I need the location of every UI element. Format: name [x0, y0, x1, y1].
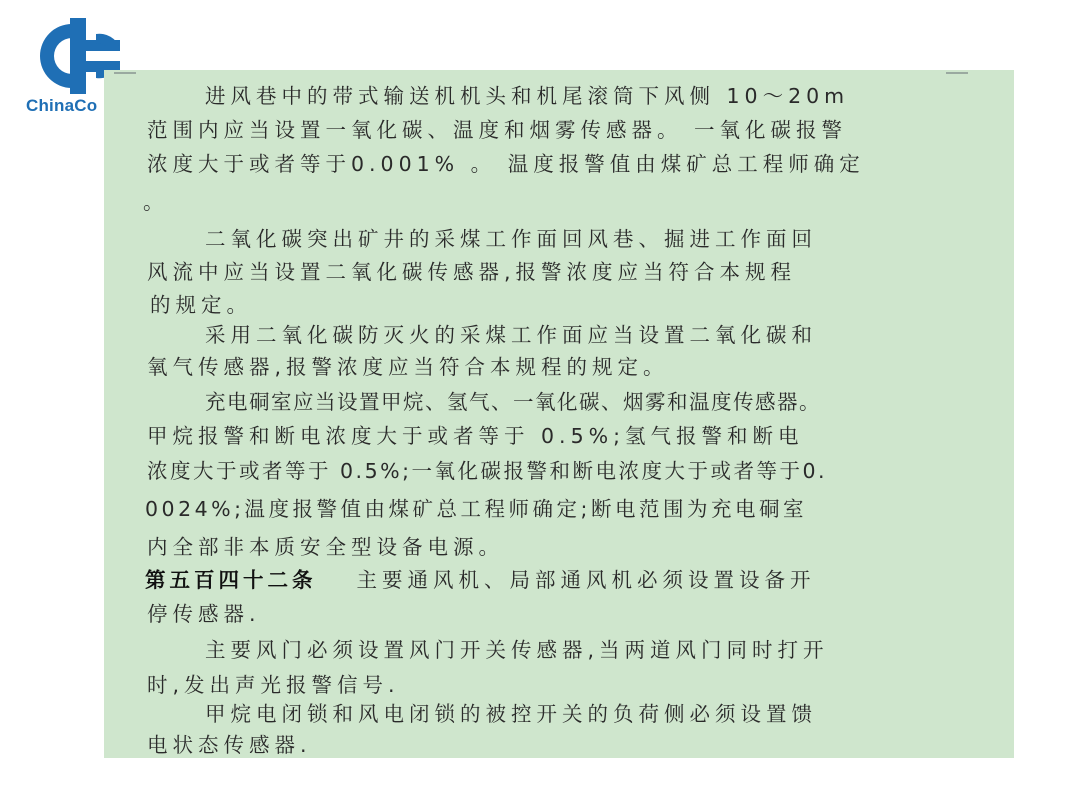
doc-line: 浓度大于或者等于 0.5%;一氧化碳报警和断电浓度大于或者等于0.	[147, 459, 828, 483]
doc-line: 。	[143, 190, 169, 214]
doc-line: 二氧化碳突出矿井的采煤工作面回风巷、掘进工作面回	[205, 227, 817, 251]
article-line	[145, 570, 816, 591]
article-number: 第五百四十二条	[145, 568, 317, 592]
article-text: 主要通风机、局部通风机必须设置设备开	[356, 568, 816, 592]
doc-line: 电状态传感器.	[147, 733, 312, 757]
doc-line: 主要风门必须设置风门开关传感器,当两道风门同时打开	[205, 638, 829, 662]
doc-line: 甲烷报警和断电浓度大于或者等于 0.5%;氢气报警和断电	[147, 424, 804, 448]
doc-line: 内全部非本质安全型设备电源。	[147, 535, 504, 559]
corner-mark-left	[114, 72, 136, 74]
doc-line: 甲烷电闭锁和风电闭锁的被控开关的负荷侧必须设置馈	[205, 702, 817, 726]
doc-line: 0024%;温度报警值由煤矿总工程师确定;断电范围为充电硐室	[145, 497, 807, 521]
doc-line: 的规定。	[150, 293, 252, 317]
doc-line: 时,发出声光报警信号.	[147, 673, 400, 697]
doc-line: 充电硐室应当设置甲烷、氢气、一氧化碳、烟雾和温度传感器。	[205, 390, 821, 414]
doc-line: 风流中应当设置二氧化碳传感器,报警浓度应当符合本规程	[147, 260, 797, 284]
doc-line: 进风巷中的带式输送机机头和机尾滚筒下风侧 10～20m	[205, 84, 850, 108]
corner-mark-right	[946, 72, 968, 74]
doc-line: 浓度大于或者等于0.001% 。 温度报警值由煤矿总工程师确定	[147, 152, 865, 176]
doc-line: 采用二氧化碳防灭火的采煤工作面应当设置二氧化碳和	[205, 323, 817, 347]
doc-line: 停传感器.	[147, 602, 261, 626]
doc-line: 氧气传感器,报警浓度应当符合本规程的规定。	[147, 355, 669, 379]
logo-text: ChinaCo	[26, 96, 98, 115]
doc-line: 范围内应当设置一氧化碳、温度和烟雾传感器。 一氧化碳报警	[147, 118, 848, 142]
